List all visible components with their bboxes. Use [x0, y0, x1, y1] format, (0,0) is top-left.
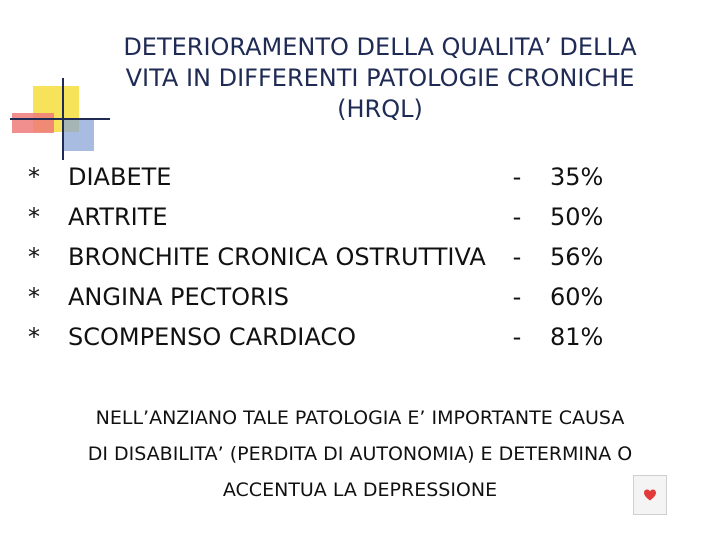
disease-label: DIABETE [68, 163, 172, 191]
decorative-red-bar [12, 113, 54, 133]
bullet-marker: * [28, 323, 40, 351]
bullet-marker: * [28, 203, 40, 231]
percentage-value: 81% [550, 323, 604, 351]
footnote-text [40, 400, 680, 508]
percentage-value: 35% [550, 163, 604, 191]
disease-label: ANGINA PECTORIS [68, 283, 289, 311]
percentage-value: 56% [550, 243, 604, 271]
bullet-marker: * [28, 283, 40, 311]
bullet-marker: * [28, 163, 40, 191]
heart-icon [643, 488, 657, 502]
note-line-2: DI DISABILITA’ (PERDITA DI AUTONOMIA) E DETERMINA O [87, 443, 633, 465]
separator-dash: - [512, 283, 522, 311]
slide-nav-button[interactable] [633, 475, 667, 515]
note-line-3: ACCENTUA LA DEPRESSIONE [222, 479, 498, 501]
slide-title [80, 32, 680, 125]
separator-dash: - [512, 203, 522, 231]
bullet-marker: * [28, 243, 40, 271]
title-line-3: (HRQL) [337, 95, 423, 123]
disease-label: BRONCHITE CRONICA OSTRUTTIVA [68, 243, 486, 271]
title-line-1: DETERIORAMENTO DELLA QUALITA’ DELLA [123, 33, 637, 61]
note-line-1: NELL’ANZIANO TALE PATOLOGIA E’ IMPORTANTE CAUSA [95, 407, 625, 429]
disease-label: ARTRITE [68, 203, 168, 231]
percentage-value: 60% [550, 283, 604, 311]
separator-dash: - [512, 243, 522, 271]
separator-dash: - [512, 323, 522, 351]
title-line-2: VITA IN DIFFERENTI PATOLOGIE CRONICHE [125, 64, 635, 92]
disease-label: SCOMPENSO CARDIACO [68, 323, 356, 351]
separator-dash: - [512, 163, 522, 191]
percentage-value: 50% [550, 203, 604, 231]
